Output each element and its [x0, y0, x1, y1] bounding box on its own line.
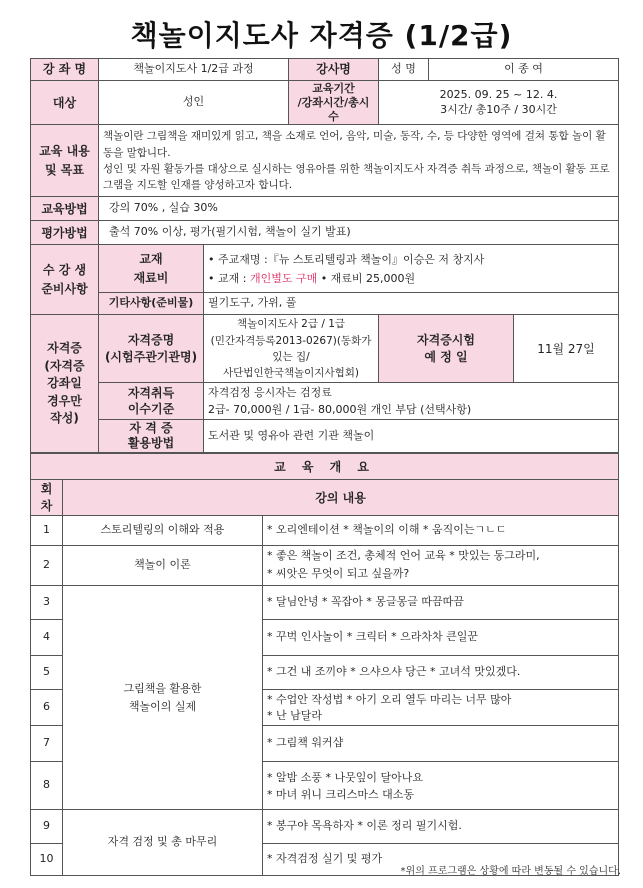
- session-number: 1: [31, 515, 63, 545]
- session-number: 2: [31, 545, 63, 585]
- exam-label-2: 예 정 일: [424, 349, 468, 364]
- session-number: 9: [31, 810, 63, 844]
- group-topic-2: 책놀이의 실제: [128, 699, 197, 713]
- cost-value-1: 자격검정 응시자는 검정료: [208, 386, 332, 400]
- table-row: [31, 586, 619, 620]
- instructor-label: 강사명: [289, 59, 379, 81]
- session-number: 6: [31, 690, 63, 726]
- use-label-2: 활용방법: [127, 436, 175, 451]
- col-content-header: 강의 내용: [63, 480, 619, 515]
- content-description-2: 성인 및 자원 활동가를 대상으로 실시하는 영유아를 위한 책놀이지도사 자격증 취득 과정으로, 책놀이 활동 프로그램을 지도할 인재를 양성하고자 합니다.: [103, 162, 610, 192]
- cert-name-value-3: 사단법인한국책놀이지사협회): [223, 367, 359, 380]
- course-info-table: [30, 58, 619, 453]
- instructor-name: 이 종 여: [429, 59, 619, 81]
- cert-label-4: 경우만: [47, 393, 82, 408]
- period-hours: 3시간/ 총10주 / 30시간: [440, 102, 557, 116]
- instructor-name-label: 성 명: [379, 59, 429, 81]
- evaluation-value: 출석 70% 이상, 평가(필기시험, 책놀이 실기 발표): [99, 221, 619, 245]
- page: [0, 14, 643, 888]
- prep-label-1: 수 강 생: [42, 262, 87, 277]
- material-textbook-fee: [208, 269, 614, 288]
- session-content-line: * 그림책 워커샵: [267, 736, 344, 750]
- period-dates: 2025. 09. 25 ~ 12. 4.: [439, 87, 558, 101]
- content-label-1: 교육 내용: [39, 143, 90, 158]
- cost-value-2: 2급- 70,000원 / 1급- 80,000원 개인 부담 (선택사항): [208, 403, 472, 417]
- col-session-header: 회차: [31, 480, 63, 515]
- period-label-2: /강좌시간/총시수: [297, 95, 370, 123]
- cost-label-1: 자격취득: [127, 386, 175, 401]
- evaluation-label: 평가방법: [31, 221, 99, 245]
- session-number: 10: [31, 844, 63, 876]
- course-name-value: 책놀이지도사 1/2급 과정: [99, 59, 289, 81]
- session-content-line: * 마녀 위니 크리스마스 대소동: [267, 787, 414, 801]
- material-label-1: 교재: [139, 251, 163, 266]
- footnote: *위의 프로그램은 상황에 따라 변동될 수 있습니다.: [400, 866, 621, 877]
- session-number: 7: [31, 726, 63, 762]
- session-content-line: * 달님안녕 * 꼭잡아 * 몽글몽글 따끔따끔: [267, 595, 464, 609]
- table-row: [31, 515, 619, 545]
- cert-label-3: 강좌일: [47, 376, 82, 391]
- target-label: 대상: [31, 81, 99, 125]
- session-content-line: * 자격검정 실기 및 평가: [267, 852, 383, 866]
- session-content-line: * 봉구야 목욕하자 * 이론 정리 필기시험.: [267, 819, 462, 833]
- session-content-line: * 난 남달라: [267, 708, 322, 722]
- group-topic-final: 자격 검정 및 총 마무리: [63, 810, 263, 876]
- course-name-label: 강 좌 명: [31, 59, 99, 81]
- target-value: 성인: [99, 81, 289, 125]
- use-value: 도서관 및 영유아 관련 기관 책놀이: [204, 420, 619, 453]
- cert-label-2: (자격증: [44, 358, 85, 373]
- session-content-line: * 오리엔테이션 * 책놀이의 이해 * 움직이는ㄱㄴㄷ: [267, 522, 507, 536]
- overview-title: 교 육 개 요: [31, 454, 619, 480]
- cost-label-2: 이수기준: [127, 402, 175, 417]
- session-content-line: * 꾸벅 인사놀이 * 크릭터 * 으라차차 큰일꾼: [267, 630, 478, 644]
- session-topic: 스토리텔링의 이해와 적용: [63, 515, 263, 545]
- content-label-2: 및 목표: [45, 162, 84, 177]
- material-purchase-note: 개인별도 구매: [249, 271, 318, 285]
- session-content-line: * 씨앗은 무엇이 되고 싶을까?: [267, 567, 410, 581]
- cert-label-5: 작성): [50, 410, 79, 425]
- overview-table: [30, 453, 619, 876]
- group-topic-1: 그림책을 활용한: [123, 682, 202, 696]
- use-label-1: 자 격 증: [129, 421, 173, 436]
- session-content-line: * 좋은 책놀이 조건, 총체적 언어 교육 * 맛있는 동그라미,: [267, 548, 540, 562]
- session-number: 3: [31, 586, 63, 620]
- table-row: [31, 810, 619, 844]
- etc-value: 필기도구, 가위, 풀: [204, 293, 619, 315]
- session-topic: 책놀이 이론: [63, 545, 263, 585]
- session-number: 4: [31, 620, 63, 656]
- table-row: [31, 545, 619, 585]
- exam-date: 11월 27일: [514, 315, 619, 383]
- material-main-textbook: • 주교재명 :『뉴 스토리텔링과 책놀이』이승은 저 창지사: [208, 252, 485, 266]
- session-number: 8: [31, 762, 63, 810]
- method-label: 교육방법: [31, 197, 99, 221]
- method-value: 강의 70% , 실습 30%: [99, 197, 619, 221]
- exam-label-1: 자격증시험: [417, 332, 475, 347]
- cert-name-label-1: 자격증명: [127, 332, 175, 347]
- material-fee: • 재료비 25,000원: [317, 271, 416, 285]
- etc-label: 기타사항(준비물): [99, 293, 204, 315]
- prep-label-2: 준비사항: [41, 281, 88, 296]
- session-content-line: * 알밤 소풍 * 나뭇잎이 달아나요: [267, 770, 423, 784]
- cert-name-value-2: (민간자격등록2013-0267)(동화가 있는 집/: [210, 334, 372, 363]
- page-title: 책놀이지도사 자격증 (1/2급): [130, 19, 513, 52]
- period-label-1: 교육기간: [312, 82, 355, 95]
- material-textbook-prefix: • 교재 :: [208, 271, 250, 285]
- cert-name-value-1: 책놀이지도사 2급 / 1급: [236, 318, 346, 331]
- content-description-1: 책놀이란 그림책을 재미있게 읽고, 책을 소재로 언어, 음악, 미술, 동작, 수, 등 다양한 영역에 걸쳐 통합 놀이 활동을 말합니다.: [103, 130, 606, 159]
- session-content-line: * 그건 내 조끼야 * 으샤으샤 당근 * 고녀석 맛있겠다.: [267, 665, 521, 679]
- session-content-line: * 수업안 작성법 * 아기 오리 열두 마리는 너무 많아: [267, 692, 512, 706]
- session-number: 5: [31, 656, 63, 690]
- cert-label-1: 자격증: [47, 341, 82, 356]
- cert-name-label-2: (시험주관기관명): [104, 349, 198, 364]
- material-label-2: 재료비: [133, 270, 169, 285]
